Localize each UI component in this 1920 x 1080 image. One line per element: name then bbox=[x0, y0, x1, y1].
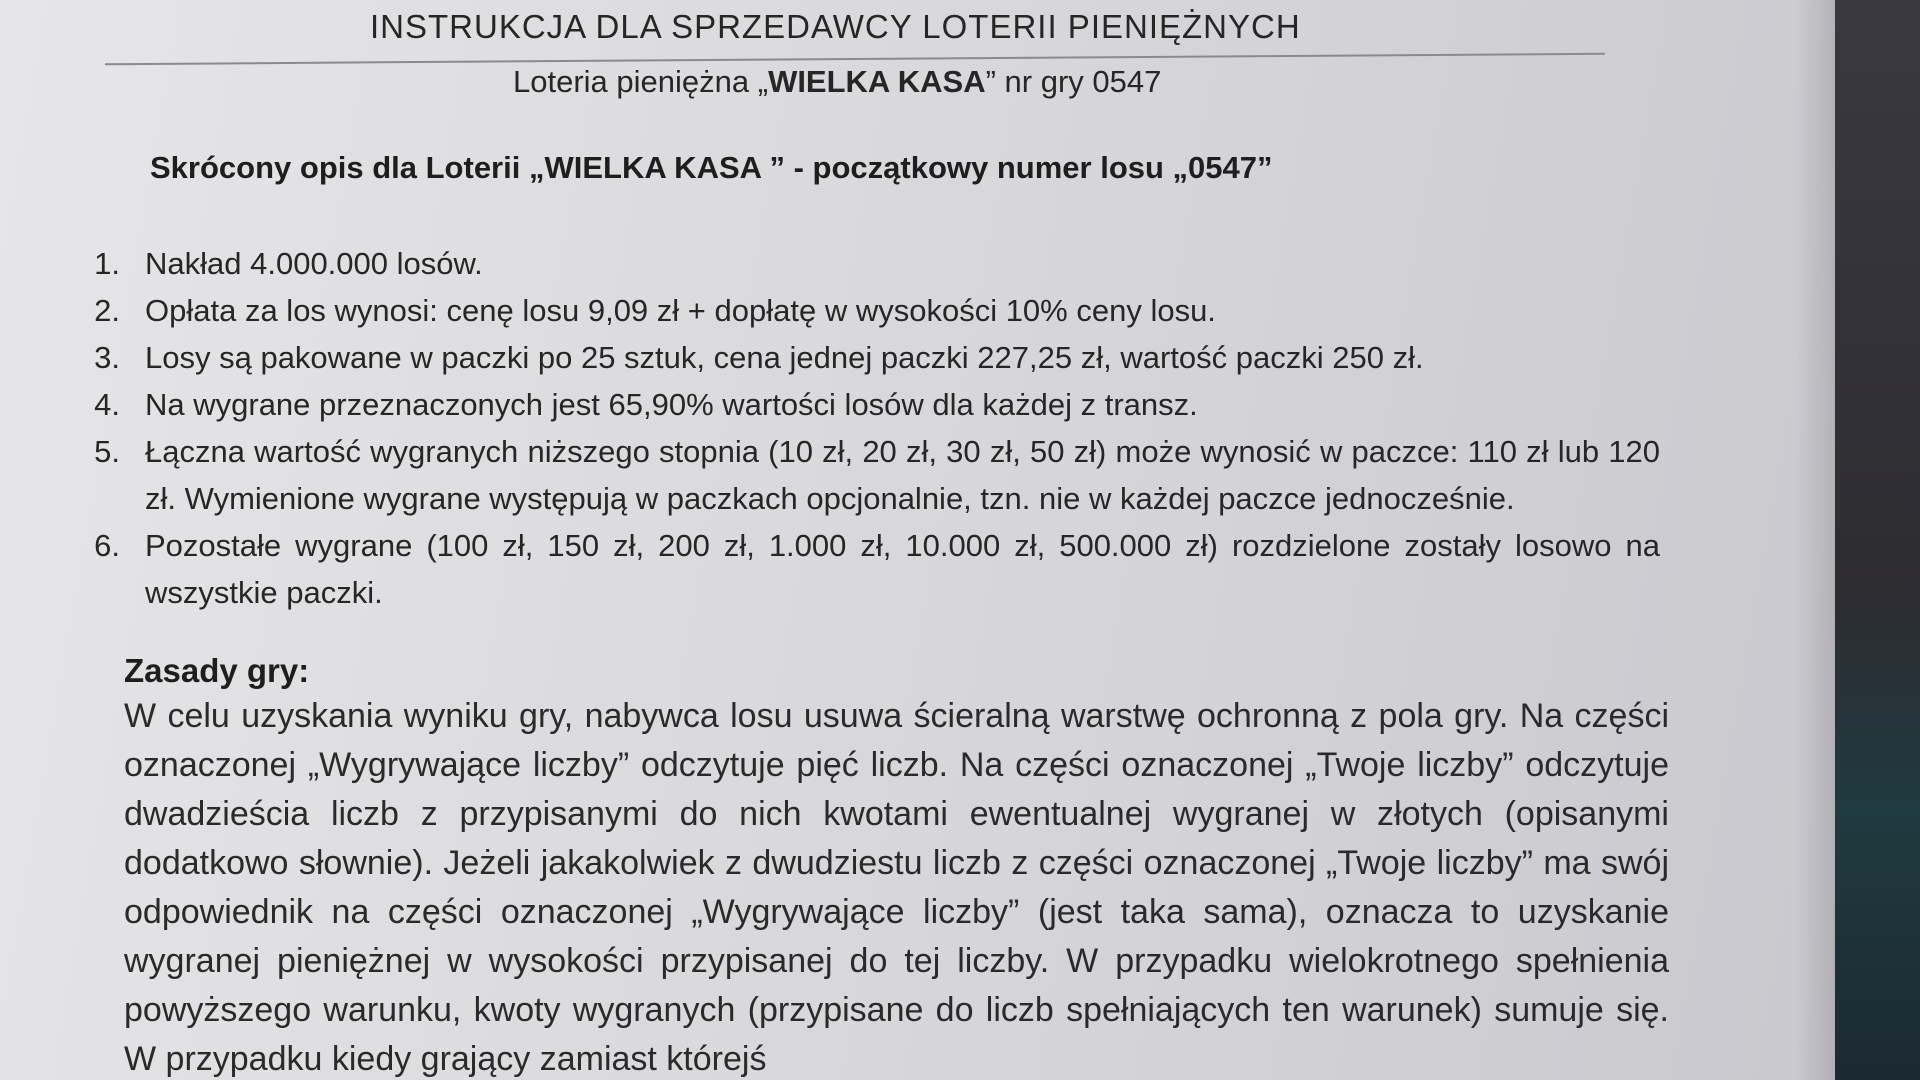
list-item-number: 2. bbox=[94, 293, 120, 328]
subtitle-suffix: ” nr gry 0547 bbox=[985, 64, 1162, 99]
list-item-number: 5. bbox=[94, 434, 120, 469]
list-item-text: Pozostałe wygrane (100 zł, 150 zł, 200 zł, 1.000 zł, 10.000 zł, 500.000 zł) rozdzielone zostały losowo na wszystkie paczki. bbox=[145, 528, 1660, 610]
list-item-number: 4. bbox=[94, 387, 120, 422]
summary-heading: Skrócony opis dla Loterii „WIELKA KASA ” - początkowy numer losu „0547” bbox=[150, 150, 1273, 185]
document-title: INSTRUKCJA DLA SPRZEDAWCY LOTERII PIENIĘŻNYCH bbox=[370, 8, 1301, 45]
list-item bbox=[60, 240, 1660, 287]
rules-heading: Zasady gry: bbox=[124, 652, 310, 689]
list-item-number: 1. bbox=[94, 246, 120, 281]
list-item-number: 6. bbox=[94, 528, 120, 563]
list-item-text: Na wygrane przeznaczonych jest 65,90% wartości losów dla każdej z transz. bbox=[145, 387, 1198, 422]
rules-paragraph: W celu uzyskania wyniku gry, nabywca losu usuwa ścieralną warstwę ochronną z pola gry. Na części oznaczonej „Wygrywające liczby” odczytuje pięć liczb. Na części oznaczonej „Twoje liczby” odczytuje dwadzieścia liczb z przypisanymi do nich kwotami ewentualnej wygranej w złotych (opisanymi dodatkowo słownie). Jeżeli jakakolwiek z dwudziestu liczb z części oznaczonej „Twoje liczby” ma swój odpowiednik na części oznaczonej „Wygrywające liczby” (jest taka sama), oznacza to uzyskanie wygranej pieniężnej w wysokości przypisanej do tej liczby. W przypadku wielokrotnego spełnienia powyższego warunku, kwoty wygranych (przypisane do liczb spełniających ten warunek) sumuje się. W przypadku kiedy grający zamiast którejś bbox=[124, 697, 1669, 1078]
list-item-text: Losy są pakowane w paczki po 25 sztuk, cena jednej paczki 227,25 zł, wartość paczki 250 zł. bbox=[145, 340, 1424, 375]
list-item-text: Opłata za los wynosi: cenę losu 9,09 zł + dopłatę w wysokości 10% ceny losu. bbox=[145, 293, 1216, 328]
list-item-number: 3. bbox=[94, 340, 120, 375]
list-item bbox=[60, 522, 1660, 616]
list-item-text: Nakład 4.000.000 losów. bbox=[145, 246, 483, 281]
summary-list bbox=[60, 240, 1660, 616]
background-edge bbox=[1835, 0, 1920, 1080]
list-item bbox=[60, 381, 1660, 428]
list-item-text: Łączna wartość wygranych niższego stopnia (10 zł, 20 zł, 30 zł, 50 zł) może wynosić w paczce: 110 zł lub 120 zł. Wymienione wygrane występują w paczkach opcjonalnie, tzn. nie w każdej paczce jednocześnie. bbox=[145, 434, 1660, 516]
subtitle-prefix: Loteria pieniężna „ bbox=[513, 64, 769, 99]
list-item bbox=[60, 334, 1660, 381]
document-subtitle bbox=[513, 64, 1161, 100]
list-item bbox=[60, 287, 1660, 334]
subtitle-game-name: WIELKA KASA bbox=[768, 64, 986, 99]
list-item bbox=[60, 428, 1660, 522]
